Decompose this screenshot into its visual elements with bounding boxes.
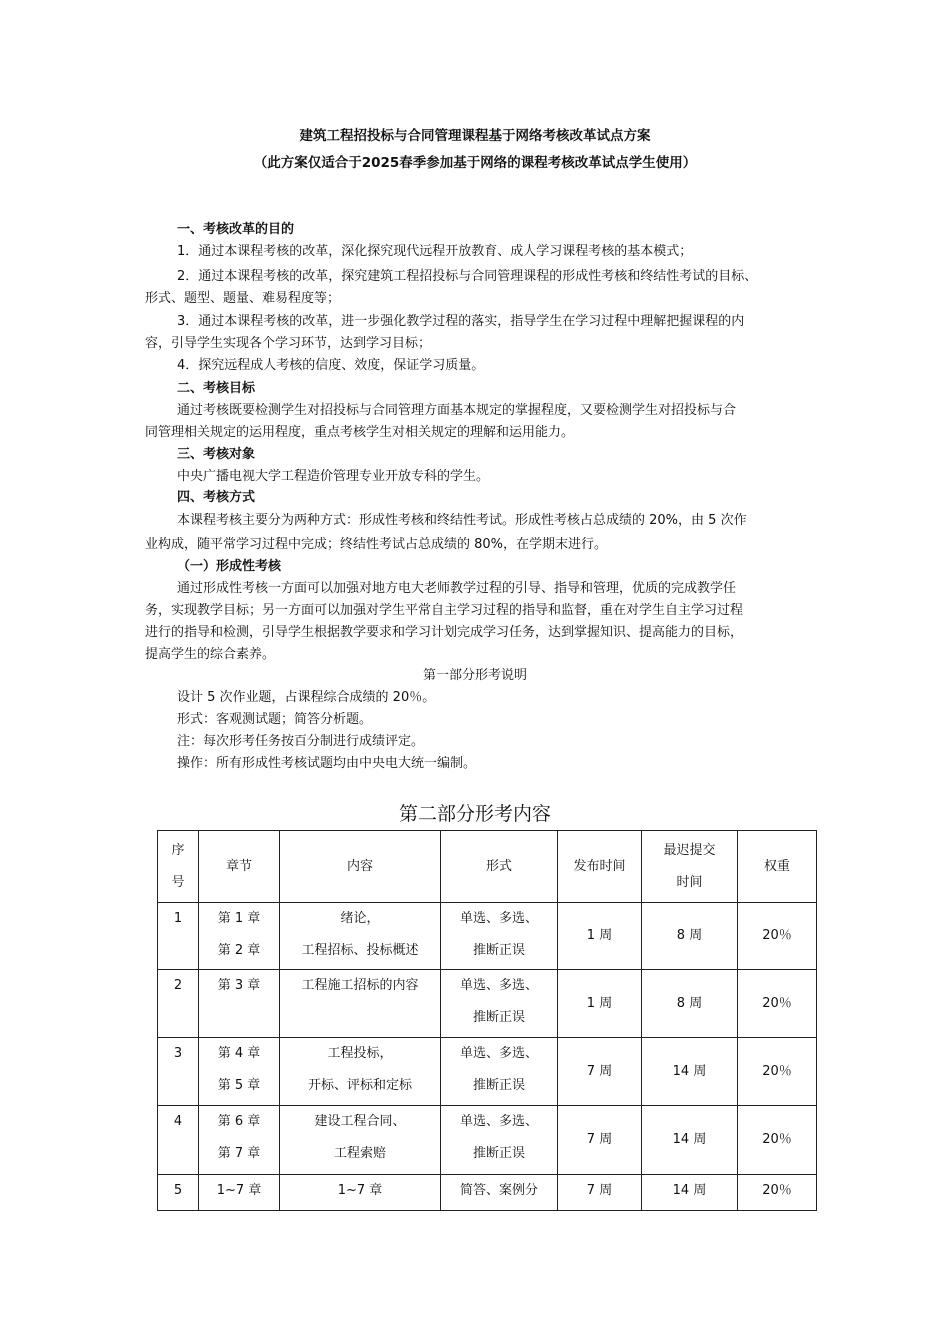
part-2-heading: 第二部分形考内容 xyxy=(398,803,551,825)
header-content: 内容 xyxy=(280,831,441,903)
paragraph: 2．通过本课程考核的改革，探究建筑工程招投标与合同管理课程的形成性考核和终结性考试的目标、 xyxy=(177,269,758,284)
cell-content: 1~7 章 xyxy=(280,1175,441,1211)
cell-deadline: 8 周 xyxy=(642,970,738,1038)
paragraph: 本课程考核主要分为两种方式：形成性考核和终结性考试。形成性考核占总成绩的 20%，由 5 次作 xyxy=(177,513,747,528)
part-1-line: 注：每次形考任务按百分制进行成绩评定。 xyxy=(177,734,425,749)
section-1-heading: 一、考核改革的目的 xyxy=(177,222,295,237)
assessment-table xyxy=(157,830,817,1211)
cell-weight: 20％ xyxy=(738,1106,817,1175)
table-row xyxy=(158,903,817,970)
header-seq: 序 号 xyxy=(158,831,199,903)
cell-weight: 20％ xyxy=(738,903,817,970)
cell-chapter: 第 4 章 第 5 章 xyxy=(199,1038,280,1106)
cell-release: 7 周 xyxy=(558,1038,642,1106)
cell-seq: 4 xyxy=(158,1106,199,1175)
cell-content: 工程投标， 开标、评标和定标 xyxy=(280,1038,441,1106)
part-1-line: 形式：客观测试题；简答分析题。 xyxy=(177,712,373,727)
cell-weight: 20％ xyxy=(738,1038,817,1106)
paragraph: 1．通过本课程考核的改革，深化探究现代远程开放教育、成人学习课程考核的基本模式； xyxy=(177,244,693,259)
cell-weight: 20％ xyxy=(738,1175,817,1211)
cell-release: 7 周 xyxy=(558,1106,642,1175)
document-title: 建筑工程招投标与合同管理课程基于网络考核改革试点方案 xyxy=(299,128,651,144)
section-2-heading: 二、考核目标 xyxy=(177,381,256,396)
header-form: 形式 xyxy=(441,831,558,903)
cell-seq: 2 xyxy=(158,970,199,1038)
cell-seq: 5 xyxy=(158,1175,199,1211)
paragraph: 同管理相关规定的运用程度，重点考核学生对相关规定的理解和运用能力。 xyxy=(145,425,575,440)
section-4-heading: 四、考核方式 xyxy=(177,490,256,505)
cell-deadline: 14 周 xyxy=(642,1175,738,1211)
cell-chapter: 第 6 章 第 7 章 xyxy=(199,1106,280,1175)
part-1-line: 设计 5 次作业题，占课程综合成绩的 20％。 xyxy=(177,690,436,705)
cell-form: 单选、多选、 推断正误 xyxy=(441,1038,558,1106)
cell-form: 单选、多选、 推断正误 xyxy=(441,970,558,1038)
cell-deadline: 8 周 xyxy=(642,903,738,970)
table-row xyxy=(158,970,817,1038)
paragraph: 通过考核既要检测学生对招投标与合同管理方面基本规定的掌握程度，又要检测学生对招投标与合 xyxy=(177,403,737,418)
cell-weight: 20％ xyxy=(738,970,817,1038)
cell-form: 简答、案例分 xyxy=(441,1175,558,1211)
paragraph: 4．探究远程成人考核的信度、效度，保证学习质量。 xyxy=(177,358,485,373)
header-release: 发布时间 xyxy=(558,831,642,903)
header-deadline: 最迟提交 时间 xyxy=(642,831,738,903)
cell-deadline: 14 周 xyxy=(642,1106,738,1175)
paragraph: 务，实现教学目标；另一方面可以加强对学生平常自主学习过程的指导和监督，重在对学生自主学习过程 xyxy=(145,603,744,618)
cell-chapter: 第 3 章 xyxy=(199,970,280,1038)
part-1-line: 操作：所有形成性考核试题均由中央电大统一编制。 xyxy=(177,756,477,771)
table-row xyxy=(158,1106,817,1175)
document-subtitle: （此方案仅适合于2025春季参加基于网络的课程考核改革试点学生使用） xyxy=(253,155,697,171)
cell-deadline: 14 周 xyxy=(642,1038,738,1106)
cell-release: 7 周 xyxy=(558,1175,642,1211)
cell-form: 单选、多选、 推断正误 xyxy=(441,1106,558,1175)
cell-content: 建设工程合同、 工程索赔 xyxy=(280,1106,441,1175)
paragraph: 3．通过本课程考核的改革，进一步强化教学过程的落实，指导学生在学习过程中理解把握课程的内 xyxy=(177,314,745,329)
cell-seq: 1 xyxy=(158,903,199,970)
table-header-row xyxy=(158,831,817,903)
paragraph: 业构成，随平常学习过程中完成；终结性考试占总成绩的 80%，在学期末进行。 xyxy=(145,537,608,552)
cell-release: 1 周 xyxy=(558,903,642,970)
subsection-heading: （一）形成性考核 xyxy=(177,559,282,574)
paragraph: 形式、题型、题量、难易程度等； xyxy=(145,291,341,306)
paragraph: 容，引导学生实现各个学习环节，达到学习目标； xyxy=(145,336,432,351)
cell-content: 工程施工招标的内容 xyxy=(280,970,441,1038)
table-row xyxy=(158,1038,817,1106)
cell-chapter: 第 1 章 第 2 章 xyxy=(199,903,280,970)
section-3-heading: 三、考核对象 xyxy=(177,447,256,462)
cell-seq: 3 xyxy=(158,1038,199,1106)
paragraph: 提高学生的综合素养。 xyxy=(145,647,276,662)
paragraph: 中央广播电视大学工程造价管理专业开放专科的学生。 xyxy=(177,469,490,484)
cell-form: 单选、多选、 推断正误 xyxy=(441,903,558,970)
table-row xyxy=(158,1175,817,1211)
paragraph: 进行的指导和检测，引导学生根据教学要求和学习计划完成学习任务，达到掌握知识、提高能力的目标， xyxy=(145,625,744,640)
cell-content: 绪论， 工程招标、投标概述 xyxy=(280,903,441,970)
cell-release: 1 周 xyxy=(558,970,642,1038)
header-chapter: 章节 xyxy=(199,831,280,903)
header-weight: 权重 xyxy=(738,831,817,903)
paragraph: 通过形成性考核一方面可以加强对地方电大老师教学过程的引导、指导和管理，优质的完成教学任 xyxy=(177,581,737,596)
cell-chapter: 1~7 章 xyxy=(199,1175,280,1211)
part-1-heading: 第一部分形考说明 xyxy=(422,668,527,683)
